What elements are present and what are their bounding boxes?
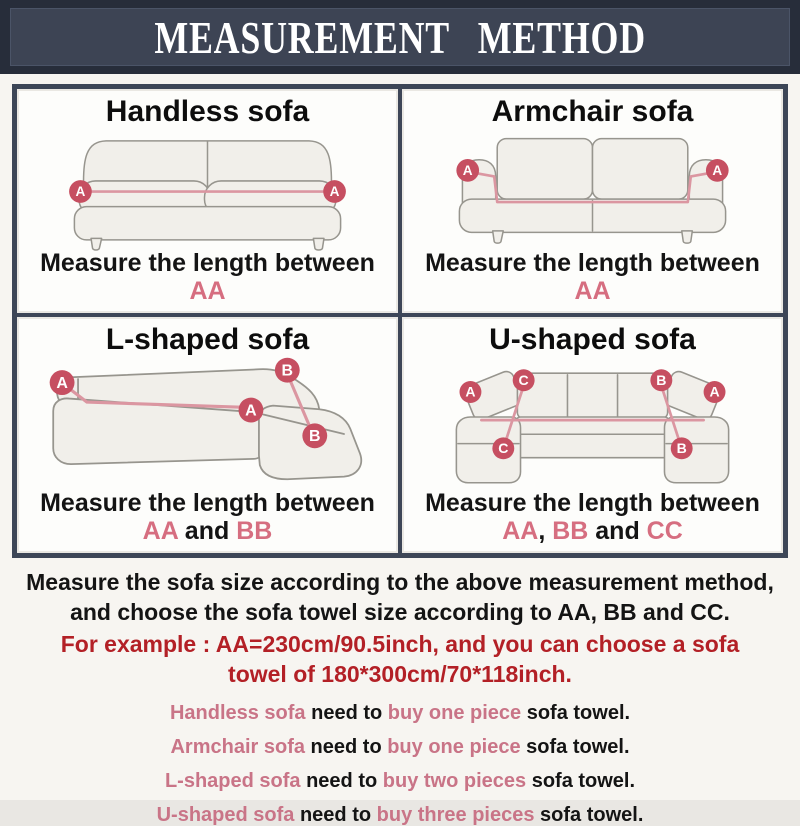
purchase-rule-l-shaped: L-shaped sofa need to buy two pieces sofa towel. xyxy=(164,769,636,792)
page-title: MEASUREMENT METHOD xyxy=(154,11,646,63)
marker-label: A xyxy=(465,383,476,400)
purchase-rule-armchair: Armchair sofa need to buy one piece sofa towel. xyxy=(170,735,630,758)
marker-label: A xyxy=(329,184,340,200)
footer-instruction: Measure the sofa size according to the above measurement method, and choose the sofa towel size according to AA, BB and CC. xyxy=(26,569,774,625)
marker-label: A xyxy=(712,162,723,178)
marker-A xyxy=(706,159,729,182)
marker-label: B xyxy=(281,362,294,380)
armchair-sofa-illustration xyxy=(402,128,783,249)
marker-A xyxy=(69,180,92,203)
marker-label: B xyxy=(676,440,687,457)
panel-title-handless: Handless sofa xyxy=(105,95,310,128)
panel-armchair-sofa xyxy=(402,89,783,313)
purchase-rule-handless: Handless sofa need to buy one piece sofa towel. xyxy=(169,701,631,724)
marker-A xyxy=(239,398,264,423)
panel-caption-armchair: Measure the length between AA xyxy=(425,249,760,305)
l-shaped-sofa-illustration xyxy=(17,356,398,489)
footer-text-block xyxy=(0,558,800,826)
marker-label: B xyxy=(309,428,321,446)
footer-example: For example : AA=230cm/90.5inch, and you can choose a sofa towel of 180*300cm/70*118inch. xyxy=(60,630,740,687)
marker-A xyxy=(704,381,726,403)
u-shaped-sofa-illustration xyxy=(402,356,783,489)
measurement-grid xyxy=(12,84,788,558)
marker-A xyxy=(50,370,75,395)
marker-label: A xyxy=(462,162,473,178)
panel-caption-u-shaped: Measure the length between AA, BB and CC xyxy=(425,489,760,545)
panel-caption-handless: Measure the length between AA xyxy=(40,249,375,305)
marker-A xyxy=(460,381,482,403)
marker-B xyxy=(302,423,327,448)
panel-title-armchair: Armchair sofa xyxy=(491,95,694,128)
marker-label: B xyxy=(656,371,667,388)
panel-u-shaped-sofa xyxy=(402,317,783,553)
marker-label: C xyxy=(518,371,529,388)
marker-B xyxy=(650,369,672,391)
marker-B xyxy=(671,437,693,459)
marker-label: C xyxy=(498,440,509,457)
marker-A xyxy=(456,159,479,182)
panel-l-shaped-sofa xyxy=(17,317,398,553)
handless-sofa-illustration xyxy=(17,128,398,249)
marker-C xyxy=(492,437,514,459)
marker-label: A xyxy=(56,374,68,392)
marker-label: A xyxy=(709,383,720,400)
marker-B xyxy=(275,358,300,383)
purchase-rules xyxy=(4,702,796,826)
marker-label: A xyxy=(75,184,86,200)
header-banner xyxy=(0,0,800,74)
panel-title-l-shaped: L-shaped sofa xyxy=(105,323,310,356)
marker-A xyxy=(323,180,346,203)
header-banner-inner xyxy=(10,8,790,66)
panel-caption-l-shaped: Measure the length between AA and BB xyxy=(40,489,375,545)
marker-C xyxy=(513,369,535,391)
panel-title-u-shaped: U-shaped sofa xyxy=(489,323,696,356)
purchase-rule-u-shaped: U-shaped sofa need to buy three pieces sofa towel. xyxy=(156,803,644,826)
marker-label: A xyxy=(245,402,257,420)
panel-handless-sofa xyxy=(17,89,398,313)
